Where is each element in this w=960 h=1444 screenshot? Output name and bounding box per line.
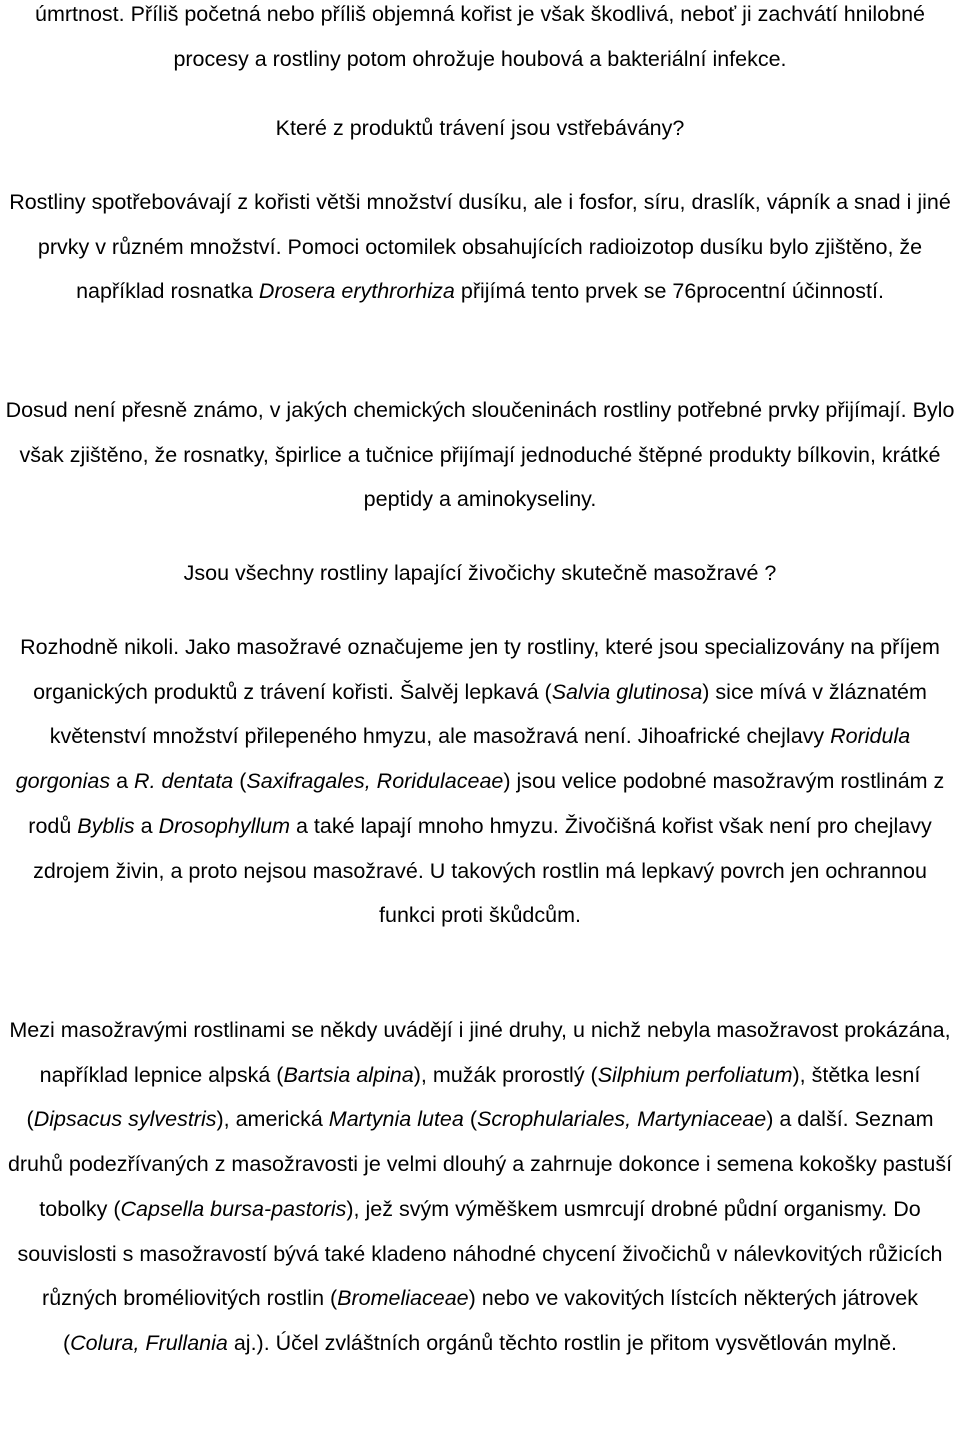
italic-term: dentata — [161, 769, 234, 794]
text-run: ) sice mívá v žláznatém květenství množství přilepeného hmyzu, ale masožravá není. Jihoafrické chejlavy — [49, 679, 927, 749]
text-run: a — [110, 769, 135, 794]
text-run: Dosud není přesně známo, v jakých chemických sloučeninách rostliny potřebné prvky přijímají. Bylo však zjištěno, že rosnatky, špirlice a tučnice přijímají jednoduché štěpné produkty bílkovin, krátké peptidy a aminokyseliny. — [5, 398, 955, 512]
italic-term: Salvia glutinosa — [551, 679, 703, 704]
text-run: Jsou všechny rostliny lapající živočichy skutečně masožravé ? — [183, 561, 777, 585]
text-run: ) jsou velice podobné masožravým rostlinám z rodů — [28, 769, 945, 838]
text-run: a také lapají mnoho hmyzu. Živočišná kořist však není pro chejlavy zdrojem živin, a proto nejsou masožravé. U takových rostlin má lepkavý povrch jen ochrannou funkci proti škůdcům. — [33, 813, 932, 928]
text-run: Mezi masožravými rostlinami se někdy uvádějí i jiné druhy, u nichž nebyla masožravost prokázána, například lepnice alpská ( — [9, 1018, 951, 1087]
paragraph-chemical-compounds — [4, 388, 956, 522]
paragraph-nitrogen-uptake — [4, 180, 956, 314]
text-run: aj.). Účel zvláštních orgánů těchto rostlin je přitom vysvětlován mylně. — [227, 1330, 898, 1355]
text-run: přijímá tento prvek se 76procentní účinností. — [454, 279, 884, 304]
text-run: ( — [463, 1107, 477, 1132]
italic-term: Silphium perfoliatum — [597, 1062, 793, 1087]
text-run: ) nebo ve vakovitých lístcích některých játrovek ( — [62, 1286, 918, 1355]
text-run: ), mužák prorostlý ( — [413, 1062, 598, 1087]
italic-term: Capsella bursa-pastoris — [120, 1196, 347, 1221]
italic-term: Byblis — [77, 813, 135, 838]
text-run: Rozhodně nikoli. Jako masožravé označujeme jen ty rostliny, které jsou specializovány na příjem organických produktů z trávení kořisti. Šalvěj lepkavá ( — [20, 635, 940, 704]
italic-term: Drosera erythrorhiza — [258, 279, 455, 304]
italic-term: Roridula gorgonias — [15, 724, 911, 794]
text-run: ) a další. Seznam druhů podezřívaných z masožravosti je velmi dlouhý a zahrnuje dokonce i semena kokošky pastuší tobolky ( — [7, 1107, 953, 1221]
italic-term: Bromeliaceae — [337, 1286, 469, 1311]
text-run: ( — [233, 769, 247, 794]
text-run: Rostliny spotřebovávají z kořisti větši množství dusíku, ale i fosfor, síru, draslík, vápník a snad i jiné prvky v různém množství. Pomoci octomilek obsahujících radioizotop dusíku bylo zjištěno, že například rosnatka — [9, 190, 951, 304]
italic-term: Dipsacus sylvestris — [33, 1107, 217, 1132]
paragraph-decay — [4, 0, 956, 81]
question-absorbed-products — [4, 106, 956, 151]
paragraph-not-carnivorous — [4, 625, 956, 938]
italic-term: Scrophulariales, Martyniaceae — [476, 1107, 767, 1132]
text-run: úmrtnost. Příliš početná nebo příliš objemná kořist je však škodlivá, neboť ji zachvátí hnilobné procesy a rostliny potom ohrožuje houbová a bakteriální infekce. — [34, 2, 925, 71]
italic-term: Martynia lutea — [328, 1107, 464, 1132]
text-run: Které z produktů trávení jsou vstřebávány? — [275, 116, 685, 140]
paragraph-suspected-carnivores — [4, 1008, 956, 1366]
text-run: ), jež svým výměškem usmrcují drobné půdní organismy. Do souvislosti s masožravostí bývá také kladeno náhodné chycení živočichů v nálevkovitých růžicích různých broméliovitých rostlin ( — [17, 1196, 943, 1311]
italic-term: R. — [134, 769, 156, 794]
text-run: ), americká — [216, 1107, 329, 1132]
italic-term: Bartsia alpina — [283, 1062, 414, 1087]
text-run: ), štětka lesní ( — [26, 1062, 921, 1132]
text-run: a — [134, 813, 159, 838]
italic-term: Drosophyllum — [158, 813, 290, 838]
italic-term: Colura, Frullania — [70, 1330, 228, 1355]
italic-term: Saxifragales, Roridulaceae — [246, 769, 504, 794]
question-true-carnivores — [4, 551, 956, 596]
